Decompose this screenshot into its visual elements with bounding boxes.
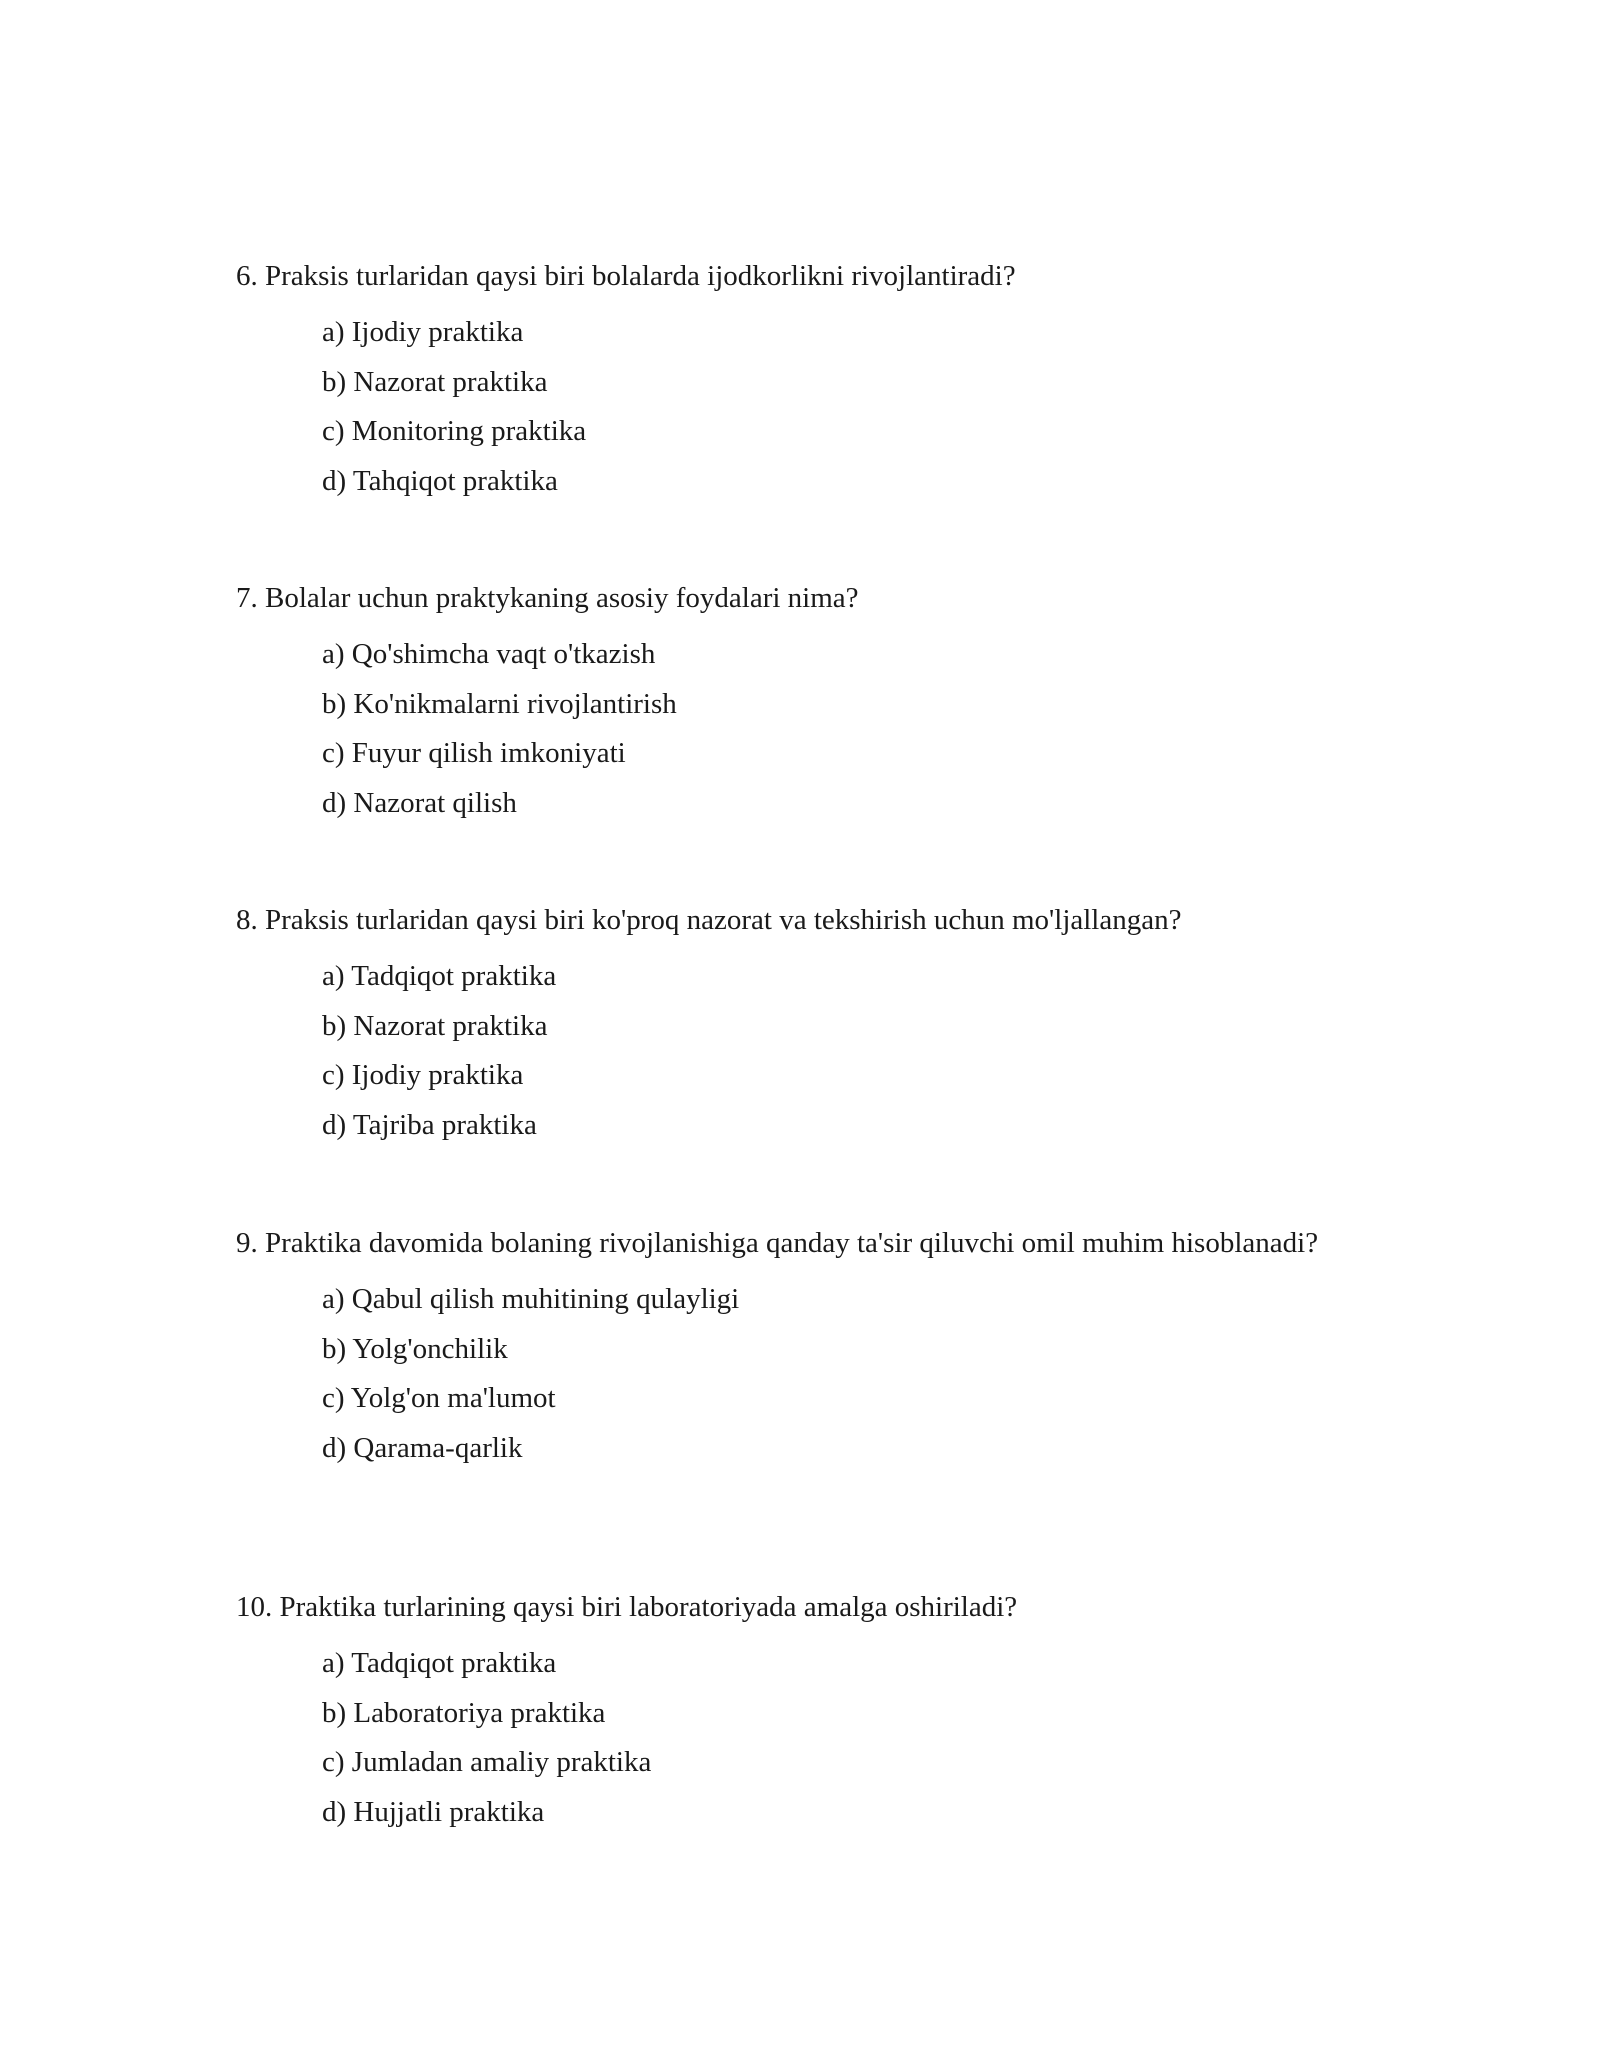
answer-options [236, 956, 1326, 1154]
option-a: a) Ijodiy praktika [322, 316, 524, 348]
option-d: d) Hujjatli praktika [322, 1795, 545, 1828]
option-c: c) Jumladan amaliy praktika [322, 1746, 652, 1778]
answer-options [236, 1643, 1326, 1841]
option-b: b) Laboratoriya praktika [322, 1696, 606, 1729]
option-d: d) Tajriba praktika [322, 1108, 537, 1141]
option-c: c) Yolg'on ma'lumot [322, 1382, 556, 1414]
option-a: a) Tadqiqot praktika [322, 1647, 557, 1679]
question-text: 9. Praktika davomida bolaning rivojlanishiga qanday ta'sir qiluvchi omil muhim hisoblanadi? [236, 1227, 1319, 1259]
option-c: c) Ijodiy praktika [322, 1059, 524, 1091]
option-a: a) Tadqiqot praktika [322, 960, 557, 992]
question-9 [236, 1223, 1326, 1477]
answer-options [236, 1279, 1326, 1477]
option-c: c) Monitoring praktika [322, 415, 587, 447]
option-d: d) Qarama-qarlik [322, 1431, 523, 1464]
question-8 [236, 900, 1326, 1154]
option-a: a) Qo'shimcha vaqt o'tkazish [322, 638, 656, 670]
option-d: d) Nazorat qilish [322, 786, 517, 819]
question-text: 10. Praktika turlarining qaysi biri laboratoriyada amalga oshiriladi? [236, 1591, 1018, 1623]
answer-options [236, 634, 1326, 832]
question-7 [236, 578, 1326, 832]
question-text: 6. Praksis turlaridan qaysi biri bolalarda ijodkorlikni rivojlantiradi? [236, 260, 1016, 292]
option-b: b) Yolg'onchilik [322, 1332, 508, 1365]
option-a: a) Qabul qilish muhitining qulayligi [322, 1283, 740, 1315]
option-c: c) Fuyur qilish imkoniyati [322, 737, 626, 769]
answer-options [236, 312, 1326, 510]
option-b: b) Ko'nikmalarni rivojlantirish [322, 687, 677, 720]
question-text: 8. Praksis turlaridan qaysi biri ko'proq nazorat va tekshirish uchun mo'ljallangan? [236, 904, 1182, 936]
option-b: b) Nazorat praktika [322, 365, 548, 398]
question-6 [236, 256, 1326, 510]
option-b: b) Nazorat praktika [322, 1009, 548, 1042]
option-d: d) Tahqiqot praktika [322, 464, 558, 497]
question-text: 7. Bolalar uchun praktykaning asosiy foydalari nima? [236, 582, 859, 614]
question-10 [236, 1587, 1326, 1841]
